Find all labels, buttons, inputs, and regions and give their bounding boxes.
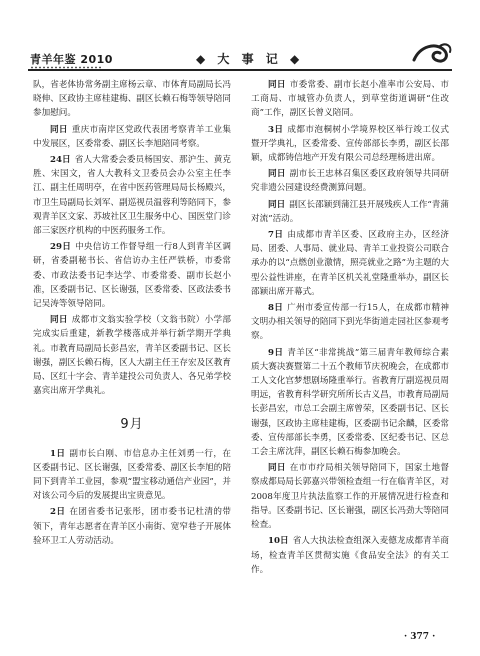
entry: 同日 重庆市南岸区党政代表团考察青羊工业集中发展区，区委常委、副区长李旭陪同考察。 <box>33 124 231 149</box>
entry: 24日 省人大常委会委员杨国安、那沪生、黄克胜、宋国文，省人大教科文卫委员会办公室主任李江、副主任周明亭，在省中医药管理局局长杨殿兴，市卫生局副局长刘军、副巡视员温蓉利等陪同下，参观青羊区文家、苏坡社区卫生服务中心、国医堂门诊部三家医疗机构的中医药服务工作。 <box>33 155 231 237</box>
entry: 1日 副市长白刚、市信息办主任刘勇一行，在区委副书记、区长谢强，区委常委、副区长李旭的陪同下到青羊工业园，参观“盟宝移动通信产业园”，并对该公司今后的发展提出宝贵意见。 <box>33 448 231 502</box>
section-title: ◆ 大 事 记 ◆ <box>196 52 304 66</box>
page-header <box>0 0 480 72</box>
entry: 9日 青羊区“非常挑战”第三届青年教师综合素质大赛决赛暨第二十五个教师节庆祝晚会，在成都市工人文化宫梦想剧场隆重举行。省教育厅副巡视员周明远，省教育科学研究所所长古义昌，市教育局副局长彭昌宏，市总工会副主席曾荣，区委副书记、区长谢强，区政协主席桂建梅，区委副书记余麟，区委常委、宣传部部长李勇，区委常委、区纪委书记、区总工会主席沈萍，副区长赖石梅参加晚会。 <box>251 347 449 458</box>
entry: 7日 由成都市青羊区委、区政府主办，区经济局、团委、人事局、就业局、青羊工业投资公司联合承办的以“点燃创业激情，照亮就业之路”为主题的大型公益性讲座，在青羊区机关礼堂隆重举办，副区长邵颖出席开幕式。 <box>251 230 449 297</box>
right-column <box>251 78 449 579</box>
entry: 同日 副区长邵颖到蒲江县开展残疾人工作“青蒲对流”活动。 <box>251 199 449 224</box>
swirl-logo-icon <box>410 40 454 66</box>
book-title: 青羊年鉴 2010 <box>30 53 113 66</box>
entry: 同日 成都市文翁实验学校（文翁书院）小学部完成实后重建，新教学楼落成并举行新学期开学典礼。市教育局副局长彭昌宏，青羊区委副书记、区长谢强，副区长赖石梅，区人大副主任王存宏及区教育局、区红十字会、青羊建投公司负责人、各兄弟学校嘉宾出席开学典礼。 <box>33 315 231 397</box>
entry: 3日 成都市泡桐树小学境界校区举行竣工仪式暨开学典礼，区委常委、宣传部部长李勇，副区长邵颖，成都铸信地产开发有限公司总经理杨进出席。 <box>251 124 449 164</box>
entry: 29日 中央信访工作督导组一行8人到青羊区调研，省委副秘书长、省信访办主任严铁桥，市委常委、市政法委书记李达学、市委常委、副市长赵小准，区委副书记、区长谢强，区委常委、区政法委书记吴涛等领导陪同。 <box>33 242 232 310</box>
entry: 10日 省人大执法检查组深入麦德龙成都青羊商场，检查青羊区贯彻实施《食品安全法》的有关工作。 <box>251 536 449 575</box>
entry: 8日 广州市委宣传部一行15人，在成都市精神文明办相关领导的陪同下到光华街道走园社区参观考察。 <box>251 303 450 342</box>
entry-continued: 队，省老体协常务副主席杨云章、市体育局副局长冯晓伸、区政协主席桂建梅、副区长赖石梅等领导陪同参加慰问。 <box>33 80 231 119</box>
left-column <box>33 78 231 550</box>
month-heading: 9月 <box>120 417 144 433</box>
entry: 同日 在市市疗局相关领导陪同下，国家土地督察成都局局长郭嘉兴带领检查组一行在临青羊区，对2008年度卫片执法监察工作的开展情况进行检查和指导。区委副书记、区长谢强，副区长冯劲大等陪同检查。 <box>251 463 449 531</box>
header-rule <box>28 69 452 71</box>
entry: 同日 市委常委、副市长赵小准率市公安局、市工商局、市城管办负责人，到草堂街道调研“住改商”工作，副区长曾义陪同。 <box>251 80 449 119</box>
entry: 2日 在团省委书记张彤，团市委书记杜清的带领下，青年志愿者在青羊区小南街、宽窄巷子开展体验环卫工人劳动活动。 <box>33 507 231 546</box>
entry: 同日 副市长王忠林召集区委区政府领导共同研究非遗公园建设经费测算问题。 <box>251 169 449 194</box>
page-number: · 377 · <box>404 632 436 642</box>
